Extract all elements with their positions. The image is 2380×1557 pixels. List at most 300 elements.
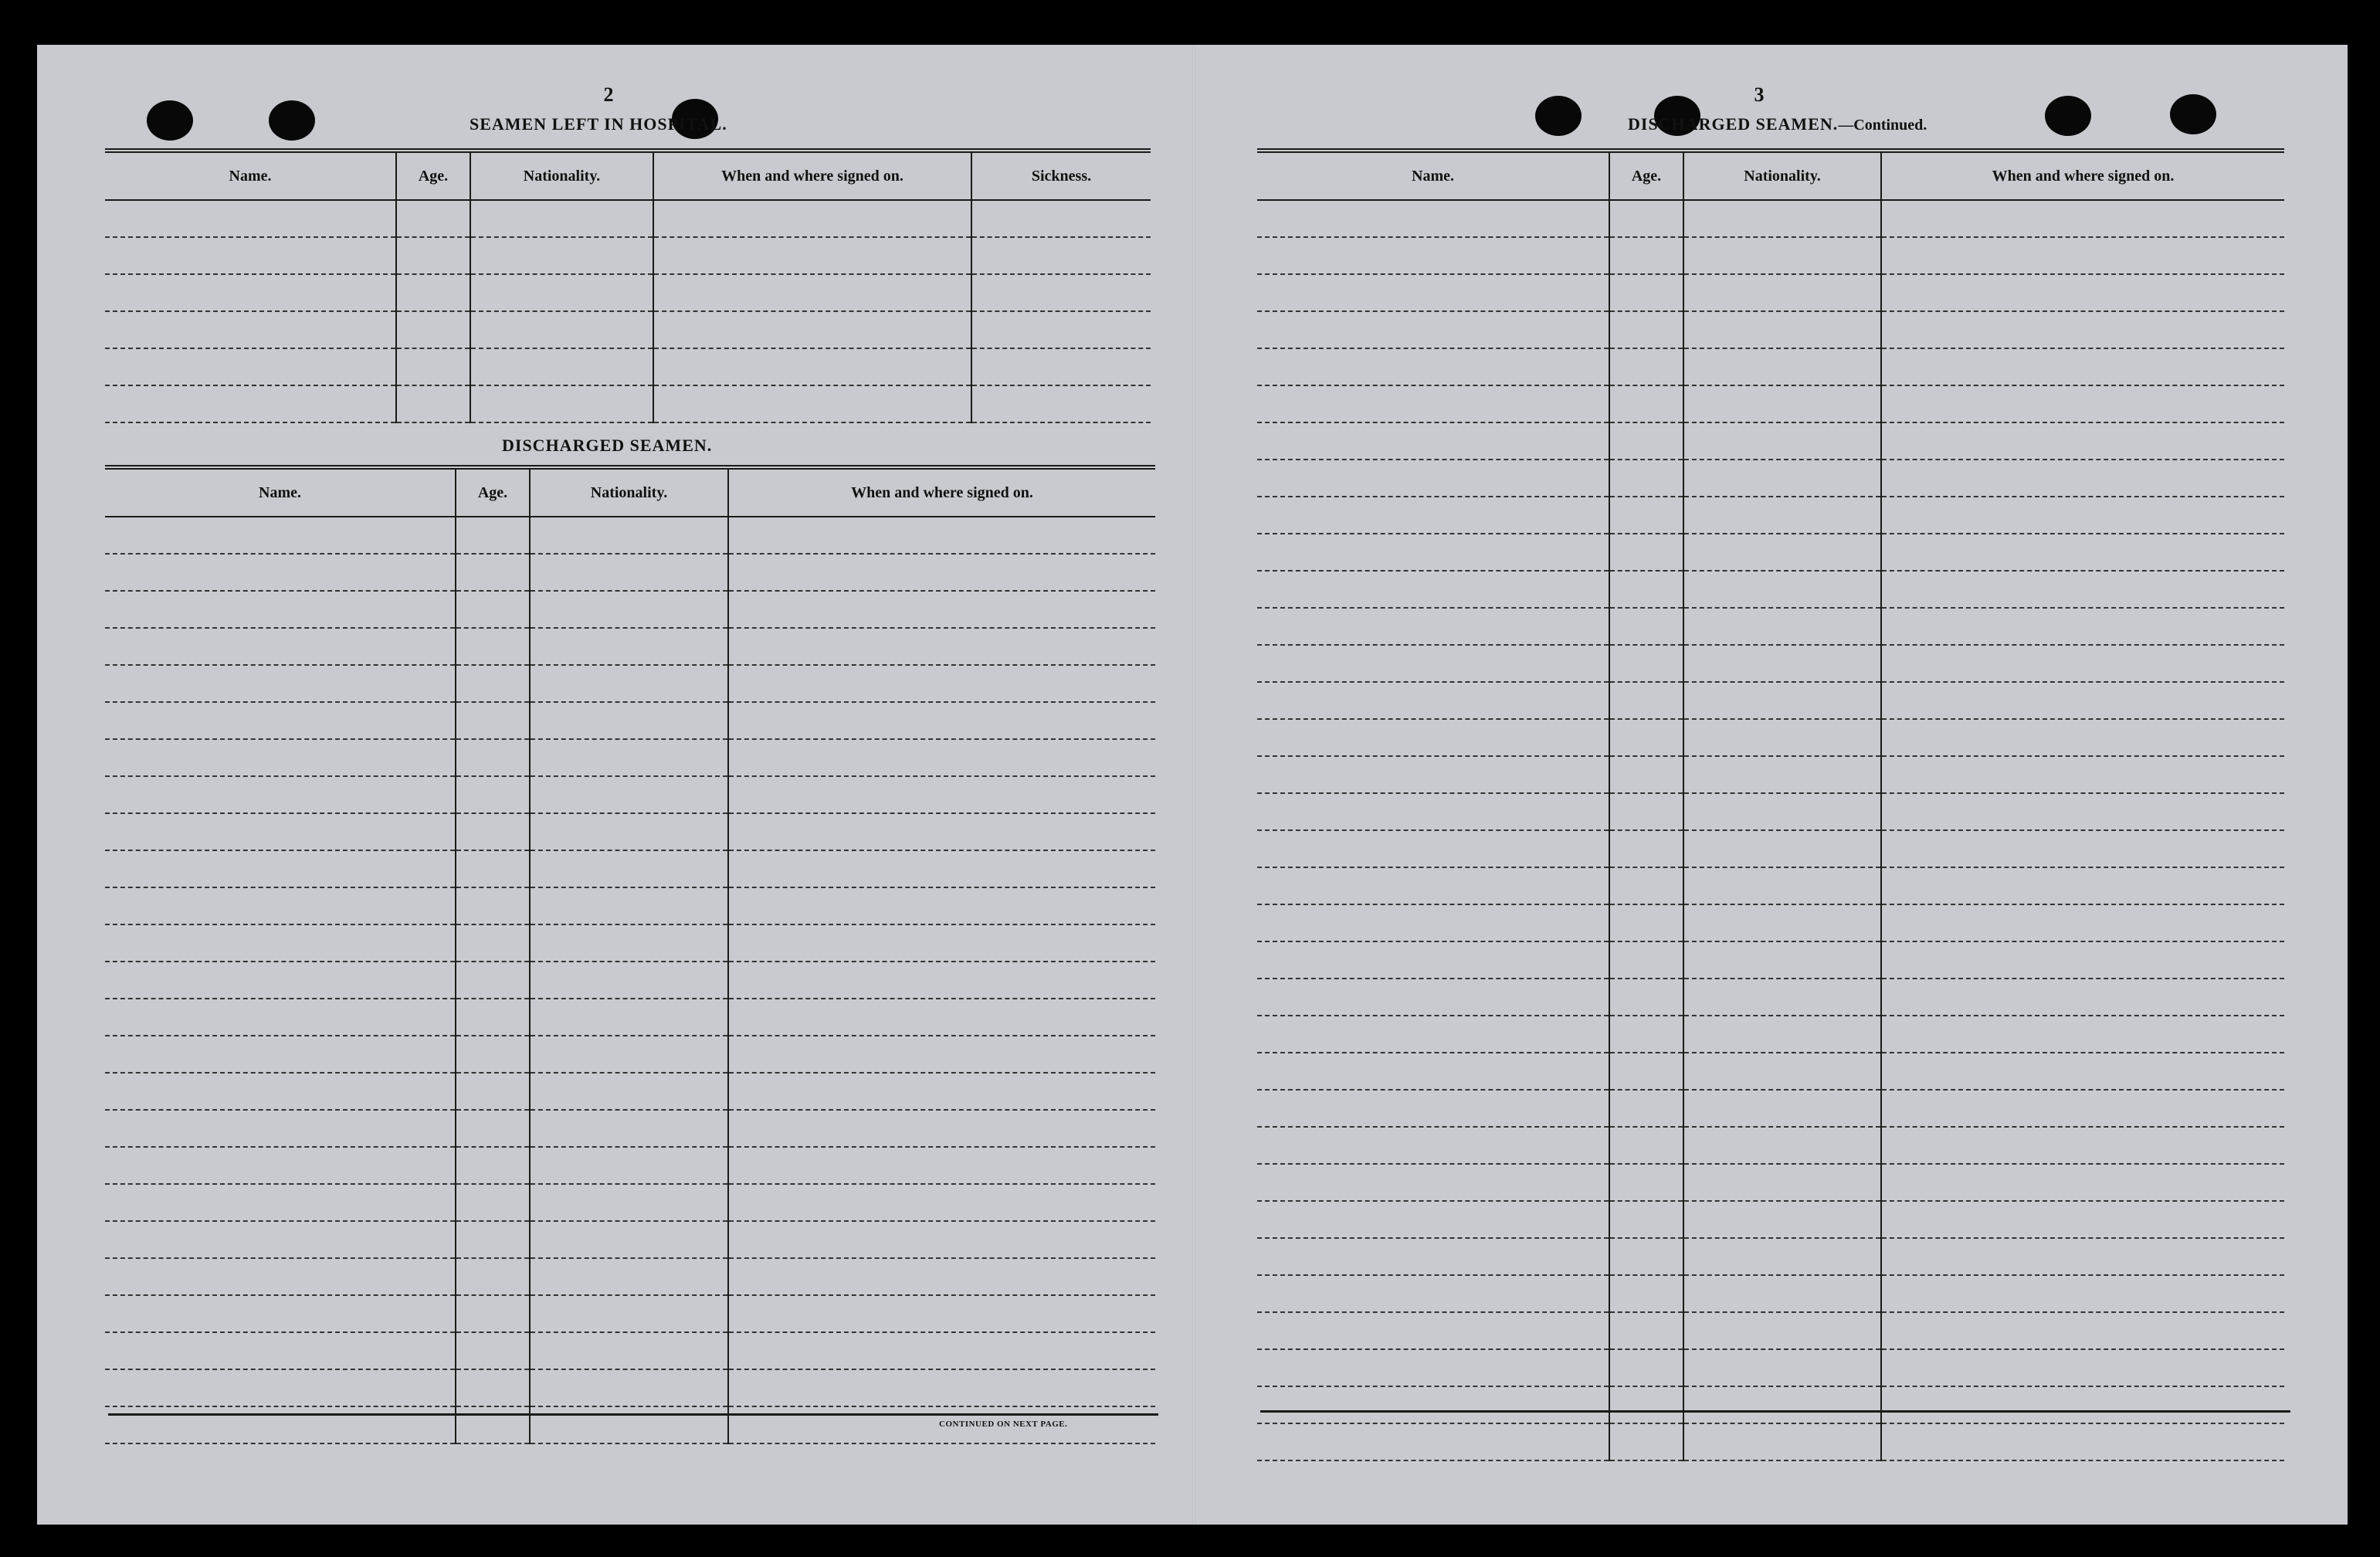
- form-cell: [1609, 348, 1683, 385]
- form-cell: [105, 200, 396, 237]
- form-cell: [530, 1332, 728, 1369]
- form-cell: [396, 274, 470, 311]
- form-cell: [1683, 904, 1881, 941]
- form-cell: [1683, 237, 1881, 274]
- form-cell: [728, 1110, 1155, 1147]
- form-cell: [470, 200, 653, 237]
- form-row: [105, 1147, 1155, 1184]
- form-cell: [1683, 1423, 1881, 1460]
- column-header-nationality: Nationality.: [530, 467, 728, 517]
- form-cell: [456, 1258, 530, 1295]
- form-cell: [1683, 608, 1881, 645]
- form-cell: [1609, 1016, 1683, 1053]
- form-cell: [105, 813, 456, 850]
- form-cell: [396, 237, 470, 274]
- form-cell: [1683, 756, 1881, 793]
- form-row: [1257, 460, 2284, 497]
- form-cell: [728, 665, 1155, 702]
- form-cell: [1881, 460, 2284, 497]
- form-row: [1257, 682, 2284, 719]
- form-cell: [456, 739, 530, 776]
- form-cell: [105, 628, 456, 665]
- form-cell: [1257, 1016, 1609, 1053]
- form-cell: [653, 200, 971, 237]
- form-cell: [1881, 1386, 2284, 1423]
- form-row: [105, 999, 1155, 1036]
- form-cell: [456, 517, 530, 554]
- form-cell: [1881, 348, 2284, 385]
- discharged-table-left-body: [105, 517, 1155, 1443]
- form-cell: [1881, 830, 2284, 867]
- form-cell: [105, 1332, 456, 1369]
- form-row: [1257, 979, 2284, 1016]
- form-cell: [1683, 534, 1881, 571]
- column-header-name: Name.: [1257, 151, 1609, 200]
- form-cell: [396, 385, 470, 422]
- discharged-continued-title-main: DISCHARGED SEAMEN.: [1628, 114, 1839, 134]
- form-cell: [1683, 645, 1881, 682]
- hospital-table: [105, 148, 1151, 423]
- form-cell: [1609, 1127, 1683, 1164]
- form-cell: [1257, 571, 1609, 608]
- form-cell: [728, 999, 1155, 1036]
- form-cell: [1257, 682, 1609, 719]
- discharged-table-header: [105, 467, 1155, 517]
- form-cell: [1881, 534, 2284, 571]
- column-header-signed-on: When and where signed on.: [653, 151, 971, 200]
- form-cell: [1257, 1090, 1609, 1127]
- form-cell: [1683, 1386, 1881, 1423]
- form-cell: [396, 311, 470, 348]
- form-cell: [530, 813, 728, 850]
- form-cell: [728, 1036, 1155, 1073]
- form-row: [1257, 422, 2284, 460]
- form-cell: [1881, 1349, 2284, 1386]
- form-cell: [1881, 422, 2284, 460]
- form-cell: [1609, 200, 1683, 237]
- form-cell: [530, 999, 728, 1036]
- form-cell: [456, 1036, 530, 1073]
- form-cell: [1609, 274, 1683, 311]
- form-row: [105, 924, 1155, 962]
- form-cell: [105, 1036, 456, 1073]
- form-cell: [396, 348, 470, 385]
- form-cell: [1881, 200, 2284, 237]
- form-cell: [728, 776, 1155, 813]
- form-cell: [1257, 1275, 1609, 1312]
- form-row: [105, 591, 1155, 628]
- form-row: [1257, 1386, 2284, 1423]
- form-cell: [530, 776, 728, 813]
- form-cell: [1683, 830, 1881, 867]
- form-cell: [728, 739, 1155, 776]
- form-cell: [653, 348, 971, 385]
- form-cell: [530, 665, 728, 702]
- form-cell: [530, 1147, 728, 1184]
- form-cell: [105, 1406, 456, 1443]
- form-cell: [1683, 1238, 1881, 1275]
- hospital-table-body: [105, 200, 1151, 422]
- form-cell: [728, 1369, 1155, 1406]
- form-cell: [1257, 756, 1609, 793]
- form-row: [105, 517, 1155, 554]
- form-cell: [1683, 1164, 1881, 1201]
- form-cell: [530, 1258, 728, 1295]
- form-cell: [456, 591, 530, 628]
- form-cell: [1257, 904, 1609, 941]
- punch-hole: [2170, 94, 2216, 134]
- form-cell: [530, 962, 728, 999]
- form-cell: [1881, 904, 2284, 941]
- form-row: [1257, 1275, 2284, 1312]
- form-row: [1257, 1423, 2284, 1460]
- form-row: [105, 739, 1155, 776]
- form-row: [105, 813, 1155, 850]
- form-cell: [470, 311, 653, 348]
- discharged-table-header: [1257, 151, 2284, 200]
- form-cell: [1257, 1127, 1609, 1164]
- continued-suffix: —Continued.: [1838, 117, 1927, 134]
- form-cell: [530, 1110, 728, 1147]
- form-cell: [1683, 385, 1881, 422]
- form-cell: [456, 850, 530, 887]
- form-cell: [456, 665, 530, 702]
- form-cell: [530, 517, 728, 554]
- form-row: [105, 274, 1151, 311]
- form-cell: [1609, 904, 1683, 941]
- form-row: [105, 1110, 1155, 1147]
- form-cell: [1609, 1312, 1683, 1349]
- form-cell: [105, 1258, 456, 1295]
- discharged-table-left: [105, 465, 1155, 1444]
- form-row: [1257, 719, 2284, 756]
- form-cell: [1609, 941, 1683, 979]
- form-cell: [105, 311, 396, 348]
- form-cell: [1257, 200, 1609, 237]
- form-row: [105, 665, 1155, 702]
- right-page: [1195, 45, 2348, 1525]
- bottom-rule: [1260, 1410, 2290, 1413]
- form-row: [1257, 1201, 2284, 1238]
- form-cell: [728, 962, 1155, 999]
- form-row: [1257, 1127, 2284, 1164]
- form-cell: [1683, 979, 1881, 1016]
- form-cell: [728, 1184, 1155, 1221]
- form-cell: [1257, 608, 1609, 645]
- form-cell: [456, 962, 530, 999]
- form-cell: [1257, 1386, 1609, 1423]
- form-cell: [105, 1369, 456, 1406]
- form-cell: [1609, 1386, 1683, 1423]
- form-cell: [530, 1184, 728, 1221]
- form-cell: [1609, 867, 1683, 904]
- form-cell: [1609, 311, 1683, 348]
- continued-note: CONTINUED ON NEXT PAGE.: [939, 1420, 1068, 1429]
- form-cell: [105, 385, 396, 422]
- form-cell: [1683, 274, 1881, 311]
- form-cell: [1881, 608, 2284, 645]
- form-cell: [1881, 385, 2284, 422]
- form-cell: [971, 274, 1151, 311]
- form-cell: [456, 1073, 530, 1110]
- form-cell: [728, 1332, 1155, 1369]
- punch-hole: [2045, 96, 2091, 136]
- column-header-name: Name.: [105, 151, 396, 200]
- form-cell: [1881, 571, 2284, 608]
- form-cell: [1609, 497, 1683, 534]
- form-cell: [530, 1221, 728, 1258]
- form-cell: [456, 924, 530, 962]
- form-cell: [456, 1184, 530, 1221]
- form-row: [105, 1221, 1155, 1258]
- form-cell: [530, 628, 728, 665]
- form-cell: [456, 1110, 530, 1147]
- form-cell: [1683, 460, 1881, 497]
- form-row: [105, 1073, 1155, 1110]
- form-cell: [1881, 1312, 2284, 1349]
- form-row: [1257, 1164, 2284, 1201]
- form-cell: [530, 1406, 728, 1443]
- form-row: [1257, 497, 2284, 534]
- form-cell: [470, 274, 653, 311]
- form-row: [105, 1036, 1155, 1073]
- form-cell: [653, 385, 971, 422]
- form-row: [1257, 385, 2284, 422]
- form-cell: [1683, 1349, 1881, 1386]
- form-cell: [105, 348, 396, 385]
- hospital-table-header: [105, 151, 1151, 200]
- form-cell: [728, 628, 1155, 665]
- form-cell: [456, 1332, 530, 1369]
- form-cell: [1609, 571, 1683, 608]
- form-cell: [1257, 385, 1609, 422]
- form-cell: [1609, 756, 1683, 793]
- form-cell: [1609, 385, 1683, 422]
- form-row: [105, 200, 1151, 237]
- form-cell: [456, 999, 530, 1036]
- form-cell: [1257, 979, 1609, 1016]
- form-cell: [530, 924, 728, 962]
- form-cell: [456, 887, 530, 924]
- form-row: [105, 385, 1151, 422]
- form-cell: [1881, 497, 2284, 534]
- form-cell: [1683, 941, 1881, 979]
- form-cell: [1881, 645, 2284, 682]
- form-cell: [456, 1221, 530, 1258]
- form-row: [105, 1295, 1155, 1332]
- column-header-sickness: Sickness.: [971, 151, 1151, 200]
- hospital-section-title: SEAMEN LEFT IN HOSPITAL.: [470, 114, 727, 134]
- form-cell: [1881, 979, 2284, 1016]
- form-cell: [530, 1073, 728, 1110]
- form-cell: [1257, 1238, 1609, 1275]
- form-cell: [1881, 719, 2284, 756]
- form-cell: [1683, 497, 1881, 534]
- form-cell: [1257, 311, 1609, 348]
- form-row: [105, 348, 1151, 385]
- form-row: [1257, 867, 2284, 904]
- form-cell: [530, 1295, 728, 1332]
- form-cell: [1609, 1275, 1683, 1312]
- discharged-continued-title: [1628, 114, 1927, 134]
- form-cell: [470, 237, 653, 274]
- form-cell: [1257, 1423, 1609, 1460]
- column-header-signed-on: When and where signed on.: [1881, 151, 2284, 200]
- form-row: [1257, 311, 2284, 348]
- form-cell: [105, 554, 456, 591]
- form-cell: [1683, 422, 1881, 460]
- form-cell: [105, 517, 456, 554]
- form-cell: [728, 517, 1155, 554]
- form-cell: [1609, 1423, 1683, 1460]
- form-cell: [1881, 793, 2284, 830]
- form-row: [105, 962, 1155, 999]
- form-cell: [728, 887, 1155, 924]
- form-cell: [456, 813, 530, 850]
- form-cell: [1257, 348, 1609, 385]
- form-row: [105, 702, 1155, 739]
- form-row: [105, 776, 1155, 813]
- discharged-table-right-body: [1257, 200, 2284, 1460]
- form-cell: [1609, 1349, 1683, 1386]
- form-cell: [530, 591, 728, 628]
- form-cell: [456, 702, 530, 739]
- form-cell: [1257, 941, 1609, 979]
- form-cell: [105, 1295, 456, 1332]
- form-cell: [1257, 497, 1609, 534]
- form-cell: [971, 385, 1151, 422]
- form-cell: [456, 776, 530, 813]
- form-cell: [1609, 719, 1683, 756]
- form-cell: [728, 1073, 1155, 1110]
- form-row: [1257, 1238, 2284, 1275]
- form-cell: [728, 702, 1155, 739]
- column-header-name: Name.: [105, 467, 456, 517]
- form-row: [1257, 1016, 2284, 1053]
- form-cell: [1257, 830, 1609, 867]
- form-cell: [105, 237, 396, 274]
- form-cell: [105, 962, 456, 999]
- form-cell: [105, 702, 456, 739]
- form-row: [1257, 274, 2284, 311]
- form-cell: [1683, 1201, 1881, 1238]
- form-cell: [1257, 867, 1609, 904]
- form-cell: [1881, 1127, 2284, 1164]
- form-cell: [1609, 460, 1683, 497]
- form-cell: [1683, 1053, 1881, 1090]
- column-header-age: Age.: [396, 151, 470, 200]
- form-cell: [1257, 534, 1609, 571]
- form-cell: [396, 200, 470, 237]
- bottom-rule: [108, 1413, 1158, 1416]
- form-cell: [1881, 682, 2284, 719]
- form-row: [1257, 941, 2284, 979]
- form-row: [105, 1332, 1155, 1369]
- form-cell: [1257, 460, 1609, 497]
- form-row: [1257, 756, 2284, 793]
- form-cell: [1881, 1238, 2284, 1275]
- form-cell: [530, 702, 728, 739]
- form-cell: [530, 887, 728, 924]
- form-cell: [728, 1221, 1155, 1258]
- column-header-signed-on: When and where signed on.: [728, 467, 1155, 517]
- form-cell: [105, 776, 456, 813]
- form-cell: [971, 237, 1151, 274]
- form-cell: [1257, 645, 1609, 682]
- form-cell: [105, 1110, 456, 1147]
- form-cell: [1609, 534, 1683, 571]
- form-row: [105, 554, 1155, 591]
- form-cell: [653, 237, 971, 274]
- form-row: [1257, 1090, 2284, 1127]
- form-cell: [1257, 422, 1609, 460]
- left-page: [37, 45, 1192, 1525]
- page-number: 3: [1754, 83, 1765, 106]
- form-cell: [1683, 571, 1881, 608]
- form-cell: [1683, 200, 1881, 237]
- form-cell: [1609, 793, 1683, 830]
- form-cell: [456, 1369, 530, 1406]
- column-header-nationality: Nationality.: [1683, 151, 1881, 200]
- form-cell: [470, 385, 653, 422]
- form-cell: [1881, 1053, 2284, 1090]
- form-cell: [971, 200, 1151, 237]
- form-cell: [728, 1295, 1155, 1332]
- form-row: [1257, 904, 2284, 941]
- form-cell: [1257, 793, 1609, 830]
- form-cell: [105, 999, 456, 1036]
- form-cell: [1683, 311, 1881, 348]
- form-cell: [1683, 793, 1881, 830]
- form-row: [105, 887, 1155, 924]
- form-cell: [1257, 1349, 1609, 1386]
- discharged-section-title: DISCHARGED SEAMEN.: [502, 436, 713, 455]
- form-cell: [105, 591, 456, 628]
- form-cell: [971, 348, 1151, 385]
- form-cell: [105, 1184, 456, 1221]
- column-header-nationality: Nationality.: [470, 151, 653, 200]
- form-row: [1257, 571, 2284, 608]
- form-row: [105, 1369, 1155, 1406]
- form-cell: [1881, 1275, 2284, 1312]
- form-cell: [1609, 682, 1683, 719]
- form-cell: [653, 311, 971, 348]
- form-row: [105, 1184, 1155, 1221]
- form-cell: [1609, 237, 1683, 274]
- form-row: [1257, 1053, 2284, 1090]
- form-row: [105, 237, 1151, 274]
- form-row: [105, 628, 1155, 665]
- form-cell: [1609, 830, 1683, 867]
- form-cell: [1881, 941, 2284, 979]
- form-cell: [1881, 1090, 2284, 1127]
- form-cell: [105, 739, 456, 776]
- form-cell: [1881, 311, 2284, 348]
- form-cell: [1881, 1164, 2284, 1201]
- form-cell: [1257, 1201, 1609, 1238]
- form-cell: [1609, 1201, 1683, 1238]
- form-cell: [1609, 1238, 1683, 1275]
- form-cell: [1683, 1275, 1881, 1312]
- form-cell: [728, 554, 1155, 591]
- form-cell: [728, 1147, 1155, 1184]
- form-cell: [728, 850, 1155, 887]
- form-cell: [530, 1036, 728, 1073]
- form-cell: [105, 924, 456, 962]
- form-cell: [470, 348, 653, 385]
- punch-hole: [147, 100, 193, 141]
- form-cell: [1609, 1053, 1683, 1090]
